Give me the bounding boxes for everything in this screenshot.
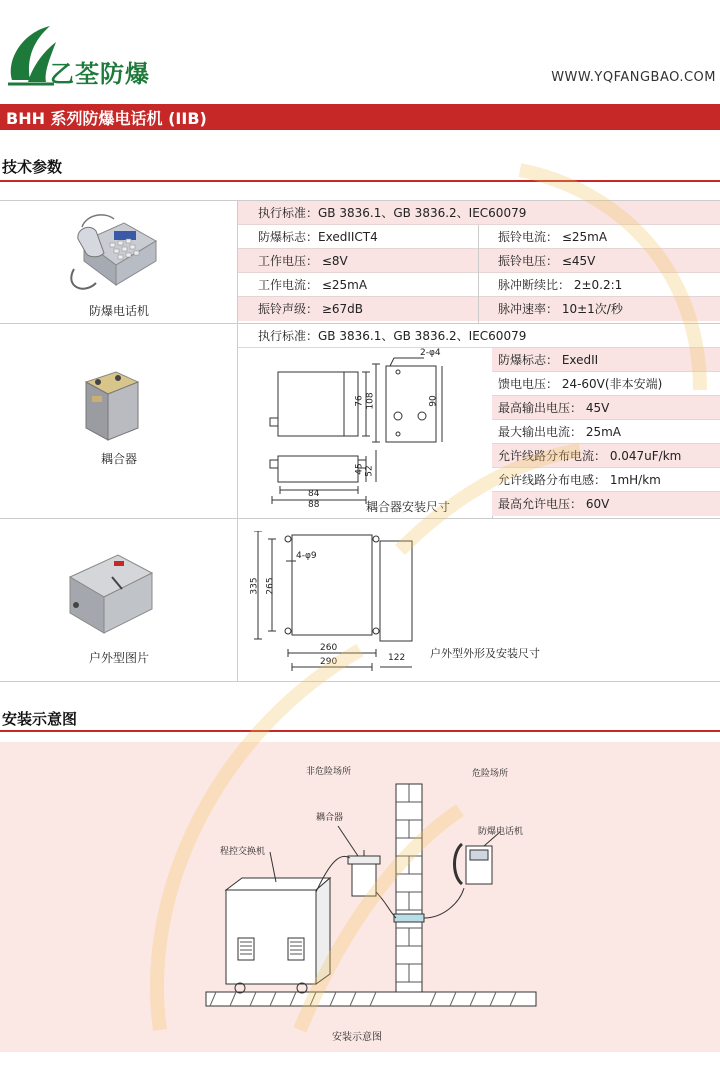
coupler-dim-depth: 52 [364, 465, 375, 477]
phone-spec-cell: 工作电压： ≤8V [238, 249, 478, 273]
hazard-area-label: 危险场所 [472, 769, 509, 779]
coupler-standard: 执行标准：GB 3836.1、GB 3836.2、IEC60079 [238, 324, 720, 348]
tech-section-title: 技术参数 [2, 158, 63, 176]
coupler-spec-row: 最高允许电压： 60V [492, 492, 720, 516]
phone-caption: 防爆电话机 [88, 304, 149, 318]
coupler-spec-row: 允许线路分布电流： 0.047uF/km [492, 444, 720, 468]
phone-spec-cell: 防爆标志：ExedIICT4 [238, 225, 478, 249]
phone-spec-cell: 振铃电流： ≤25mA [478, 225, 720, 249]
coupler-label: 耦合器 [316, 813, 344, 823]
coupler-spec-row: 最高输出电压： 45V [492, 396, 720, 420]
phone-spec-cell: 脉冲速率： 10±1次/秒 [478, 297, 720, 321]
site-url[interactable]: WWW.YQFANGBAO.COM [551, 70, 716, 85]
install-diagram-caption: 安装示意图 [332, 1032, 382, 1043]
coupler-dim-depth-inner: 45 [354, 463, 365, 475]
phone-label: 防爆电话机 [478, 827, 524, 837]
install-section-title: 安装示意图 [2, 710, 78, 728]
coupler-dim-height-inner: 76 [354, 395, 365, 407]
outdoor-dim-depth: 122 [388, 653, 406, 663]
brand-name: 乙荃防爆 [50, 60, 150, 88]
phone-spec-row: 执行标准：GB 3836.1、GB 3836.2、IEC60079 [238, 201, 720, 225]
coupler-dim-height: 108 [365, 392, 376, 410]
phone-spec-cell: 振铃电压： ≤45V [478, 249, 720, 273]
phone-spec-cell: 工作电流： ≤25mA [238, 273, 478, 297]
outdoor-dim-mount-width: 260 [320, 643, 338, 653]
switch-label: 程控交换机 [220, 847, 266, 857]
page-title: BHH 系列防爆电话机 (IIB) [6, 109, 207, 128]
outdoor-dim-width: 290 [320, 657, 338, 667]
coupler-caption: 耦合器 [100, 452, 137, 466]
coupler-spec-row: 最大输出电流： 25mA [492, 420, 720, 444]
outdoor-caption: 户外型图片 [88, 651, 149, 665]
outdoor-drawing-caption: 户外型外形及安装尺寸 [430, 647, 540, 660]
coupler-dim-width: 88 [308, 500, 320, 510]
coupler-dim-width-inner: 84 [308, 489, 320, 499]
coupler-dim-holes: 2-φ4 [420, 348, 441, 358]
non-hazard-area-label: 非危险场所 [306, 767, 352, 777]
coupler-spec-row: 允许线路分布电感： 1mH/km [492, 468, 720, 492]
watermark-icon [100, 130, 720, 1050]
outdoor-dim-mount-height: 265 [265, 577, 276, 595]
coupler-spec-row: 防爆标志： ExedII [492, 348, 720, 372]
title-bar [0, 104, 720, 130]
phone-spec-cell: 脉冲断续比： 2±0.2:1 [478, 273, 720, 297]
page-header [0, 0, 720, 100]
coupler-dim-side: 90 [428, 395, 439, 407]
coupler-spec-row: 馈电电压： 24-60V(非本安端) [492, 372, 720, 396]
coupler-drawing-caption: 耦合器安装尺寸 [366, 500, 451, 514]
outdoor-dim-holes: 4-φ9 [296, 551, 317, 561]
outdoor-dim-height: 335 [249, 577, 260, 595]
phone-spec-cell: 振铃声级： ≥67dB [238, 297, 478, 321]
